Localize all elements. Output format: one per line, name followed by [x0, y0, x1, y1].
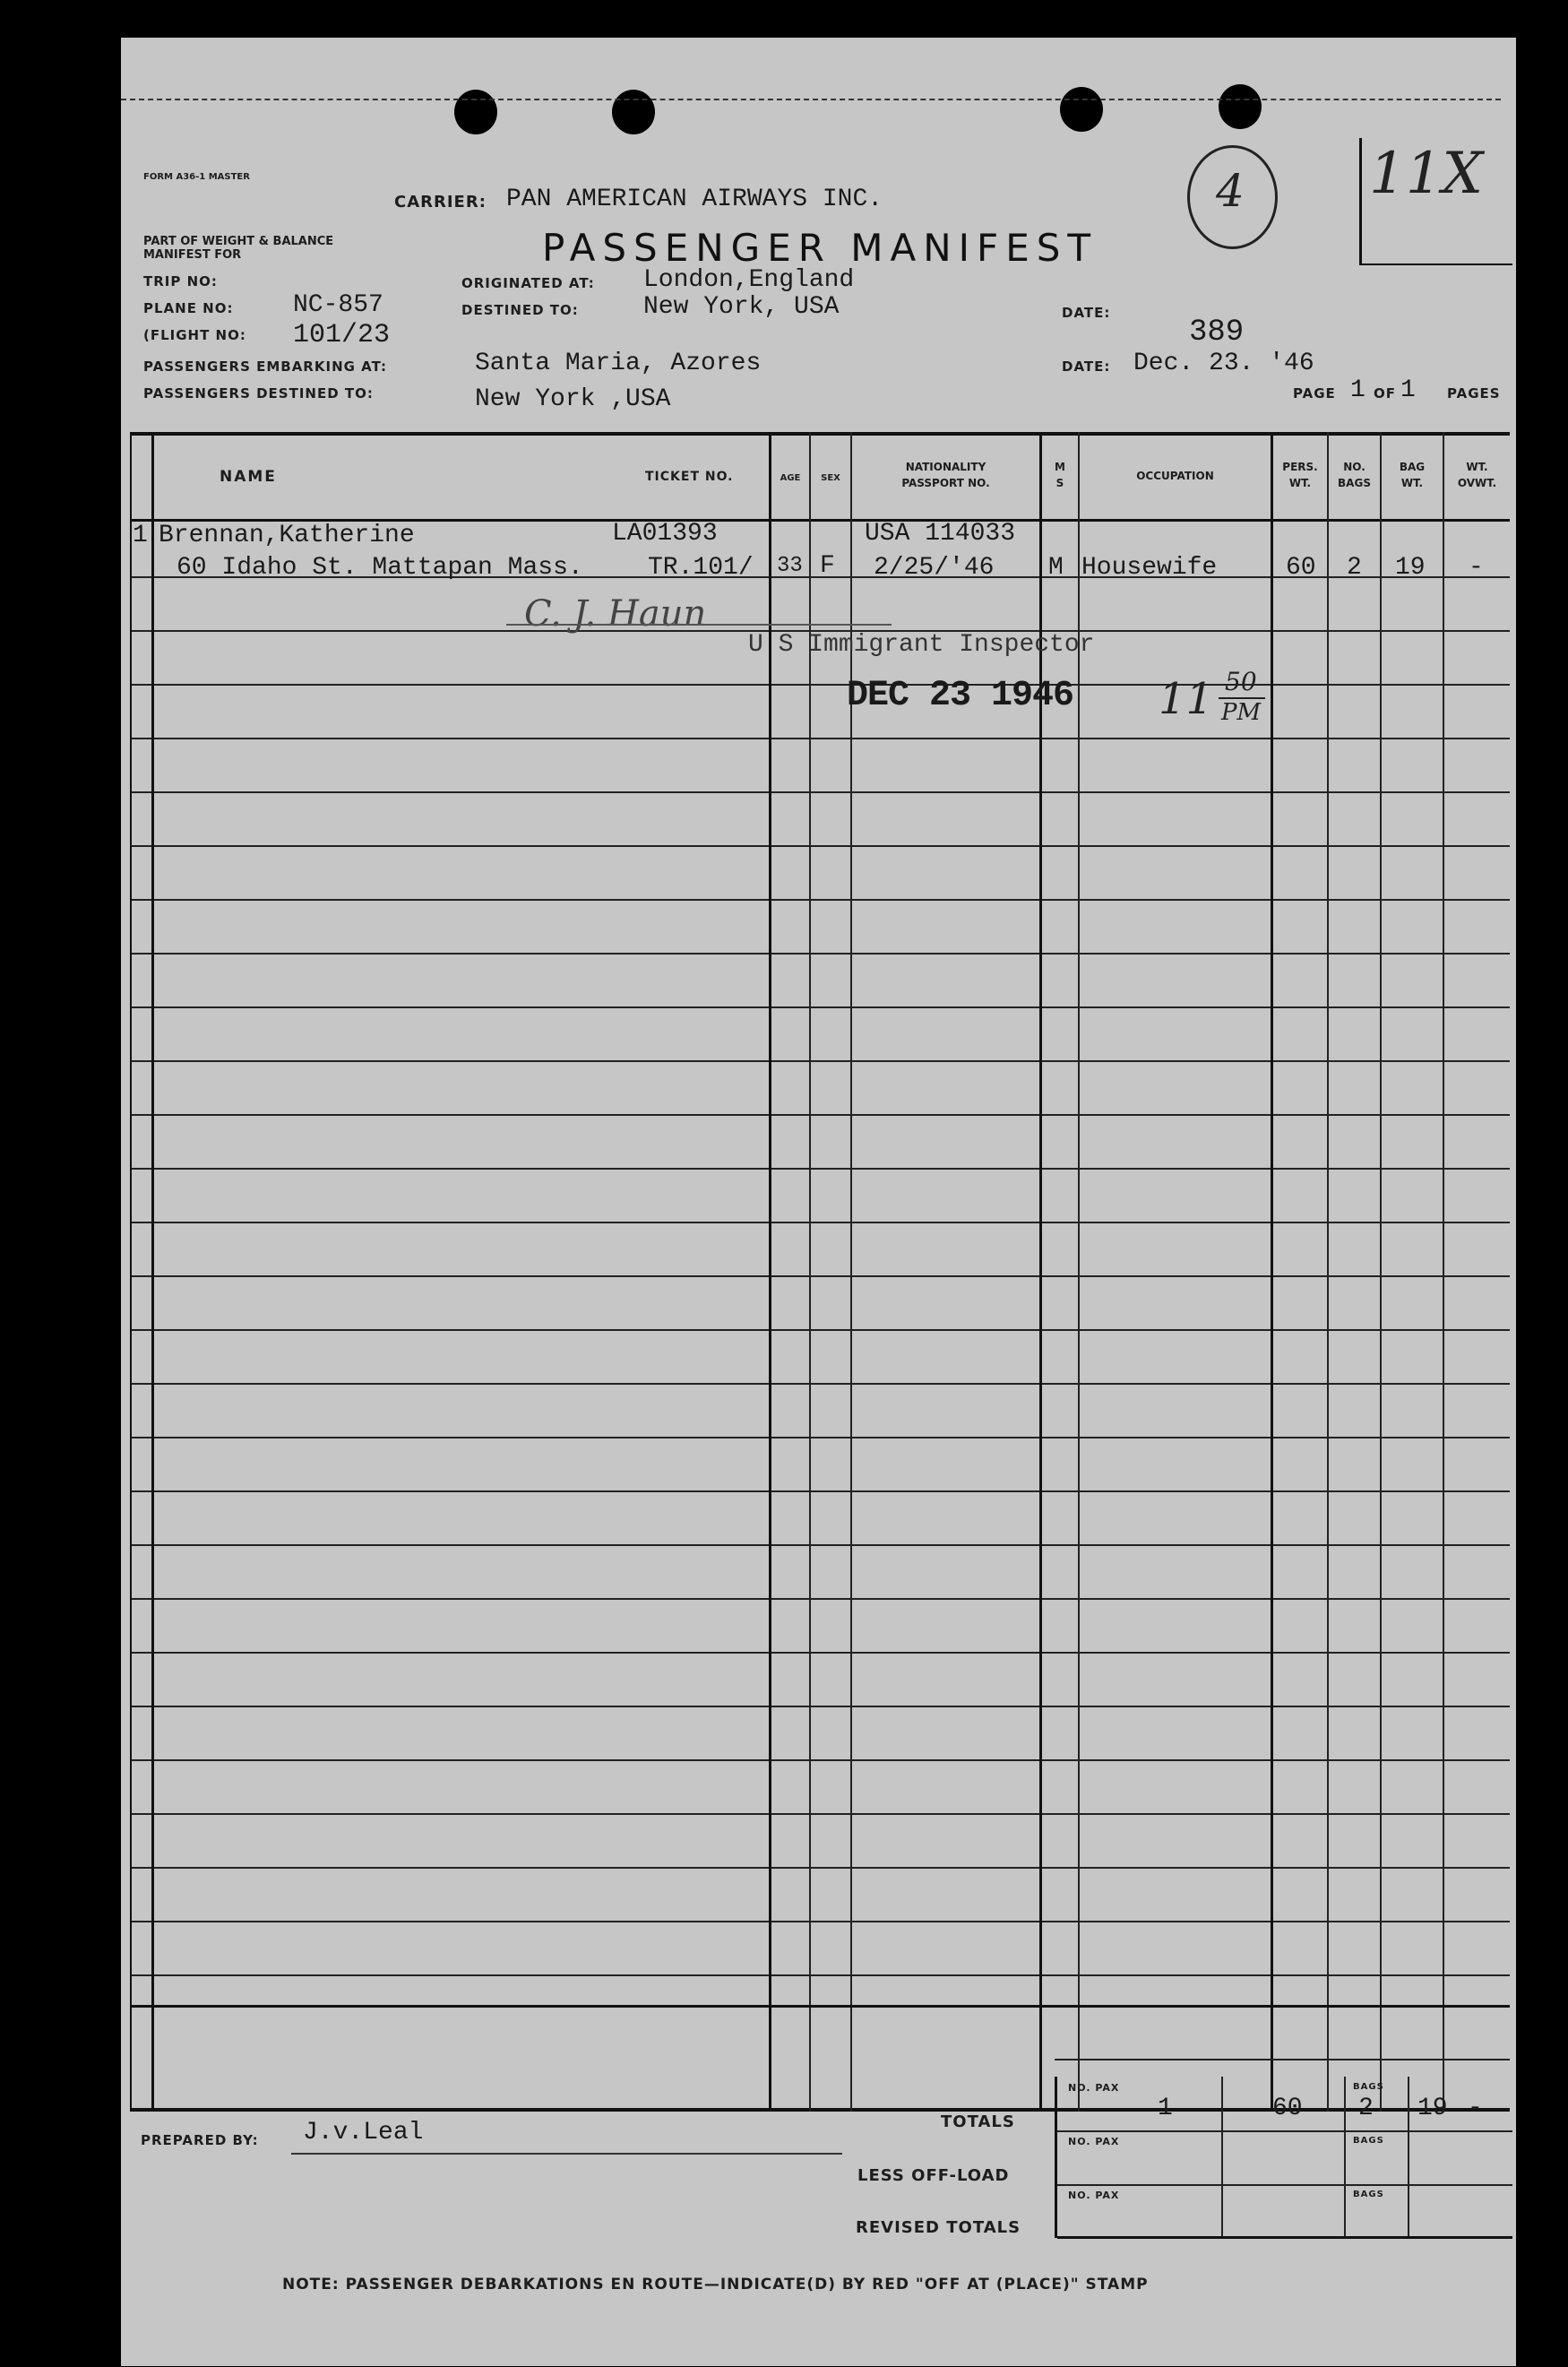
manifest-paper — [121, 38, 1516, 2366]
col-header-bagwt: BAG — [1399, 461, 1426, 473]
trip-label: TRIP NO: — [143, 273, 218, 289]
manifest-table — [130, 432, 1510, 2112]
bags-label-2: BAGS — [1353, 2136, 1384, 2146]
col-line — [1271, 432, 1273, 2112]
totals-bottom-rule — [1057, 2236, 1512, 2239]
of-label: OF — [1374, 385, 1396, 402]
page-number: 1 — [1350, 376, 1366, 404]
bag-count: 2 — [1347, 554, 1362, 582]
revised-label: REVISED TOTALS — [856, 2218, 1021, 2237]
punch-hole — [1060, 87, 1103, 132]
punch-hole — [612, 90, 655, 134]
col-header-ms-s: S — [1055, 477, 1064, 489]
bags-label: BAGS — [1353, 2082, 1384, 2092]
plane-label: PLANE NO: — [143, 300, 234, 316]
table-top-rule — [130, 432, 1510, 436]
footer-note: NOTE: PASSENGER DEBARKATIONS EN ROUTE—INDICATE(D) BY RED "OFF AT (PLACE)" STAMP — [282, 2276, 1149, 2294]
row-rule — [130, 1867, 1510, 1869]
passport-date: 2/25/'46 — [874, 554, 995, 582]
row-rule — [130, 1222, 1510, 1223]
col-header-nationality: NATIONALITY — [905, 461, 986, 473]
col-header-bags: NO. — [1343, 461, 1366, 473]
col-header-ovwt: WT. — [1466, 461, 1488, 473]
no-pax-label-3: NO. PAX — [1068, 2190, 1120, 2201]
nationality-passport: USA 114033 — [865, 520, 1016, 548]
passenger-address: 60 Idaho St. Mattapan Mass. — [177, 554, 583, 582]
row-rule — [130, 1006, 1510, 1008]
totals-rule — [1055, 2059, 1510, 2060]
top-rule — [121, 99, 1501, 100]
totals-top-rule — [130, 2005, 1510, 2008]
col-header-age: AGE — [780, 473, 801, 483]
overweight: - — [1469, 554, 1484, 582]
punch-hole — [1219, 84, 1262, 129]
date-label: DATE: — [1062, 305, 1111, 321]
passenger-sex: F — [820, 552, 835, 580]
bags-label-3: BAGS — [1353, 2190, 1384, 2199]
bag-weight: 19 — [1395, 554, 1426, 582]
col-line — [1078, 432, 1080, 2112]
row-rule — [130, 1974, 1510, 1976]
row-rule — [130, 1383, 1510, 1385]
totals-label: TOTALS — [941, 2112, 1015, 2131]
no-pax-label: NO. PAX — [1068, 2082, 1120, 2094]
col-header-passport: PASSPORT NO. — [901, 477, 990, 489]
prepared-underline — [291, 2153, 842, 2155]
row-rule — [130, 684, 1510, 686]
corner-mark-bracket — [1359, 138, 1512, 265]
row-rule — [130, 1813, 1510, 1815]
flight-label: (FLIGHT NO: — [143, 327, 246, 343]
row-rule — [130, 1168, 1510, 1170]
signature-underline — [506, 624, 892, 626]
ticket-number-2: TR.101/ — [648, 554, 754, 582]
plane-number: NC-857 — [293, 291, 383, 319]
corner-mark: 11X — [1369, 141, 1483, 207]
inspection-time-suffix: PM — [1221, 699, 1262, 726]
col-line — [1380, 432, 1382, 2112]
row-rule — [130, 1598, 1510, 1600]
punch-hole — [454, 90, 497, 134]
total-pax: 1 — [1158, 2095, 1173, 2122]
carrier-name: PAN AMERICAN AIRWAYS INC. — [506, 186, 883, 213]
col-header-bags-2: BAGS — [1338, 477, 1371, 489]
inspection-stamp-date: DEC 23 1946 — [847, 676, 1074, 716]
pages-label: PAGES — [1447, 385, 1501, 402]
col-header-bagwt-2: WT. — [1400, 477, 1424, 489]
row-rule — [130, 1490, 1510, 1492]
totals-rule — [1057, 2184, 1512, 2186]
col-header-sex: SEX — [821, 473, 840, 483]
passenger-age: 33 — [777, 554, 803, 578]
form-number: FORM A36-1 MASTER — [143, 172, 250, 182]
col-header-pers-wt: WT. — [1288, 477, 1312, 489]
col-line — [130, 432, 132, 2112]
carrier-label: CARRIER: — [394, 193, 487, 212]
inspection-time-minutes: 50 — [1225, 667, 1257, 696]
col-line — [1408, 2077, 1409, 2238]
col-line — [1443, 432, 1444, 2112]
row-rule — [130, 738, 1510, 739]
row-rule — [130, 1437, 1510, 1438]
row-rule — [130, 845, 1510, 847]
footer-totals-box — [1055, 2077, 1512, 2238]
totals-rule — [1057, 2130, 1512, 2132]
col-line — [769, 432, 771, 2112]
col-line — [1221, 2077, 1223, 2238]
col-line — [151, 432, 154, 2112]
row-rule — [130, 1921, 1510, 1922]
col-header-occupation: OCCUPATION — [1136, 470, 1214, 482]
row-rule — [130, 1706, 1510, 1707]
col-header-ticket: TICKET NO. — [645, 470, 734, 484]
row-rule — [130, 1759, 1510, 1761]
part-of-label: PART OF WEIGHT & BALANCE MANIFEST FOR — [143, 235, 334, 262]
destined-value: New York, USA — [643, 293, 840, 321]
occupation: Housewife — [1081, 554, 1218, 582]
total-bags: 2 — [1358, 2095, 1374, 2122]
page-total: 1 — [1400, 376, 1416, 404]
total-overweight: - — [1468, 2095, 1483, 2122]
page-label: PAGE — [1293, 385, 1336, 402]
page-title: PASSENGER MANIFEST — [542, 226, 1098, 270]
col-line — [1327, 432, 1329, 2112]
col-header-ms-m: M — [1055, 461, 1065, 473]
inspector-signature: C. J. Haun — [524, 593, 707, 635]
destined-label: DESTINED TO: — [461, 302, 579, 318]
date2-label: DATE: — [1062, 359, 1111, 375]
prepared-by: J.v.Leal — [303, 2119, 424, 2147]
row-rule — [130, 791, 1510, 793]
pax-destined-value: New York ,USA — [475, 385, 671, 413]
row-rule — [130, 1114, 1510, 1116]
circled-mark-number: 4 — [1216, 165, 1245, 217]
row-rule — [130, 1060, 1510, 1062]
date2-value: Dec. 23. '46 — [1133, 350, 1314, 377]
total-weight: 60 — [1272, 2095, 1303, 2122]
pax-destined-label: PASSENGERS DESTINED TO: — [143, 385, 374, 402]
offload-label: LESS OFF-LOAD — [857, 2166, 1010, 2185]
row-number: 1 — [133, 522, 148, 549]
row-rule — [130, 899, 1510, 901]
marital-status: M — [1048, 554, 1064, 582]
inspection-time-hour: 11 — [1159, 674, 1214, 724]
row-rule — [130, 953, 1510, 955]
row-rule — [130, 1329, 1510, 1331]
embarking-label: PASSENGERS EMBARKING AT: — [143, 359, 388, 375]
col-header-name: NAME — [220, 468, 277, 486]
col-line — [809, 432, 811, 2112]
no-pax-label-2: NO. PAX — [1068, 2136, 1120, 2147]
embarking-value: Santa Maria, Azores — [475, 350, 762, 377]
col-line — [1344, 2077, 1346, 2238]
inspector-label: U S Immigrant Inspector — [748, 631, 1095, 659]
originated-label: ORIGINATED AT: — [461, 275, 595, 291]
date-stamp-number: 389 — [1189, 315, 1245, 350]
total-bag-weight: 19 — [1417, 2095, 1448, 2122]
personal-weight: 60 — [1286, 554, 1316, 582]
row-rule — [130, 1275, 1510, 1277]
row-rule — [130, 1544, 1510, 1546]
flight-number: 101/23 — [293, 320, 391, 350]
row-rule — [130, 1652, 1510, 1654]
prepared-label: PREPARED BY: — [141, 2132, 259, 2148]
col-header-ovwt-2: OVWT. — [1457, 477, 1497, 489]
passenger-name: Brennan,Katherine — [159, 522, 415, 549]
ticket-number: LA01393 — [612, 520, 718, 548]
col-header-pers: PERS. — [1282, 461, 1318, 473]
originated-value: London,England — [643, 266, 855, 294]
